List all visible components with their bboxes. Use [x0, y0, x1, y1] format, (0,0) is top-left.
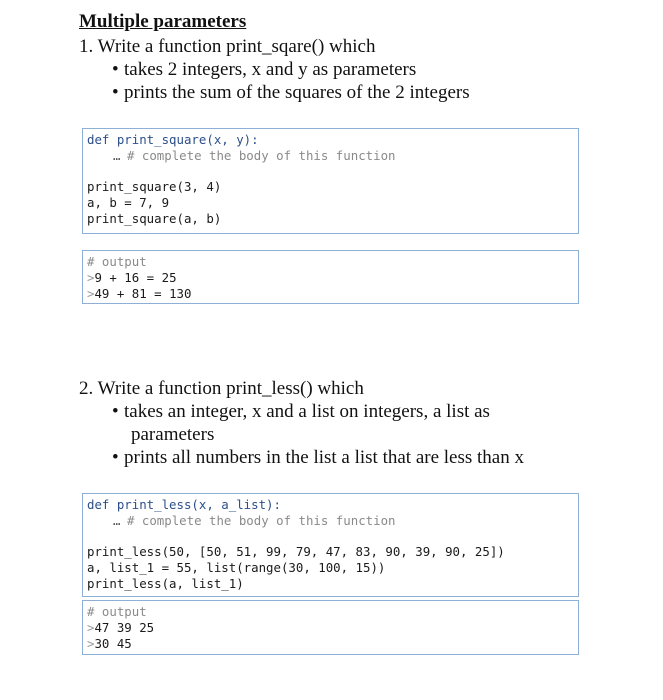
bullet-icon: •	[112, 82, 119, 103]
task-2-bullet-1-text: takes an integer, x and a list on integers, a list as	[124, 401, 490, 422]
task-2-def-line: def print_less(x, a_list):	[87, 497, 281, 512]
task-2-code-line-1: print_less(50, [50, 51, 99, 79, 47, 83, 90, 39, 90, 25])	[87, 544, 505, 559]
prompt-icon: >	[87, 636, 95, 651]
task-2-output-line-2	[87, 636, 132, 652]
task-2-output-text-2: 30 45	[94, 636, 132, 651]
task-1-bullet-1	[112, 58, 416, 81]
task-2-bullet-1	[112, 400, 490, 423]
task-1-output-text-2: 49 + 81 = 130	[94, 286, 192, 301]
task-2-output-line-1	[87, 620, 154, 636]
task-2-output-box	[82, 600, 579, 655]
task-1-body-comment: # complete the body of this function	[126, 148, 396, 163]
task-1-output-comment: # output	[87, 254, 147, 269]
bullet-icon: •	[112, 401, 119, 422]
ellipsis-icon: …	[113, 513, 120, 528]
task-2-bullet-2-text: prints all numbers in the list a list that are less than x	[124, 447, 524, 468]
task-1-def-line: def print_square(x, y):	[87, 132, 259, 147]
prompt-icon: >	[87, 270, 95, 285]
task-1-output-text-1: 9 + 16 = 25	[94, 270, 177, 285]
task-2-bullet-2	[112, 446, 524, 469]
task-1-code-box	[82, 128, 579, 234]
task-2-code-line-3: print_less(a, list_1)	[87, 576, 244, 591]
ellipsis-icon: …	[113, 148, 120, 163]
task-2-code-box	[82, 493, 579, 597]
task-1-bullet-2	[112, 81, 470, 104]
task-1-title: 1. Write a function print_sqare() which	[79, 36, 376, 57]
task-1-code-line-3: print_square(a, b)	[87, 211, 222, 226]
task-1-bullet-2-text: prints the sum of the squares of the 2 integers	[124, 82, 470, 103]
task-2-title: 2. Write a function print_less() which	[79, 378, 364, 399]
prompt-icon: >	[87, 620, 95, 635]
task-2-body-placeholder	[113, 513, 396, 529]
task-2-code-line-2: a, list_1 = 55, list(range(30, 100, 15))	[87, 560, 386, 575]
task-1-body-placeholder	[113, 148, 396, 164]
task-1-output-line-1	[87, 270, 177, 286]
task-2-output-comment: # output	[87, 604, 147, 619]
task-1-bullet-1-text: takes 2 integers, x and y as parameters	[124, 59, 417, 80]
task-2-output-text-1: 47 39 25	[94, 620, 155, 635]
task-1-output-line-2	[87, 286, 191, 302]
task-2-bullet-1-continued: parameters	[131, 424, 215, 445]
task-1-code-line-1: print_square(3, 4)	[87, 179, 222, 194]
bullet-icon: •	[112, 447, 119, 468]
page-title: Multiple parameters	[79, 11, 247, 32]
prompt-icon: >	[87, 286, 95, 301]
task-1-output-box	[82, 250, 579, 304]
bullet-icon: •	[112, 59, 119, 80]
task-2-body-comment: # complete the body of this function	[126, 513, 396, 528]
task-1-code-line-2: a, b = 7, 9	[87, 195, 170, 210]
